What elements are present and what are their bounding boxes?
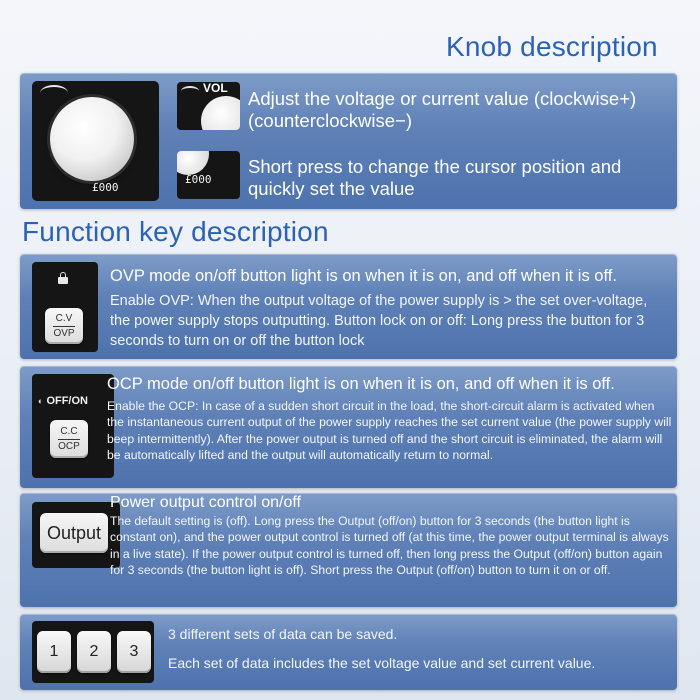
- output-description: The default setting is (off). Long press the Output (off/on) button for 3 seconds (the button light is constant on), and the power output control is turned off (at this time, the power output terminal is always in a live state). If the power output control is turned off, then long press the Output (off/on) button again for 3 seconds (the button light is off). Short press the Output (off/on) button to turn it on or off.: [110, 514, 669, 578]
- memory-description-1: 3 different sets of data can be saved.: [168, 626, 398, 642]
- knob-dial-icon: [50, 97, 134, 181]
- lock-icon: [58, 272, 68, 282]
- output-key-photo: [32, 502, 120, 568]
- ovp-key-photo: [32, 262, 98, 352]
- output-heading: Power output control on/off: [110, 494, 301, 511]
- knob-press-photo: [177, 151, 240, 199]
- knob-photo: [32, 81, 159, 201]
- ovp-button-top-label: C.V: [55, 313, 73, 324]
- output-panel: [20, 493, 677, 607]
- output-button[interactable]: Output: [40, 513, 108, 553]
- ovp-button[interactable]: [45, 308, 83, 344]
- memory-button-1[interactable]: 1: [37, 631, 71, 673]
- ocp-button-bottom-label: OCP: [58, 441, 80, 452]
- memory-panel: [20, 614, 677, 690]
- memory-keys-photo: [32, 621, 154, 683]
- ovp-panel: [20, 254, 677, 359]
- vol-label: VOL: [203, 82, 228, 95]
- ocp-heading: OCP mode on/off button light is on when it is on, and off when it is off.: [107, 375, 615, 393]
- knob-rotate-description: Adjust the voltage or current value (clockwise+) (counterclockwise−): [248, 88, 637, 131]
- knob-section-title: Knob description: [446, 31, 658, 62]
- memory-button-3[interactable]: 3: [117, 631, 151, 673]
- ovp-button-bottom-label: OVP: [53, 328, 75, 339]
- knob-lcd-readout: £000: [185, 173, 212, 186]
- function-section-title: Function key description: [22, 216, 329, 247]
- off-on-label: ◐ OFF/ON: [38, 395, 88, 407]
- knob-rotate-photo: [177, 82, 240, 130]
- knob-dial-icon: [201, 96, 240, 130]
- ocp-description: Enable the OCP: In case of a sudden short circuit in the load, the short-circuit alarm is activated when the instantaneous current output of the power supply reaches the set current value (the power supply will beep intermittently). After the power output is turned off and the short circuit is eliminated, the alarm will be automatically lifted and the output will automatically return to normal.: [107, 399, 672, 463]
- ovp-description: Enable OVP: When the output voltage of the power supply is > the set over-voltage, the power supply stops outputting. Button lock on or off: Long press the button for 3 seconds to turn on or off the button lock: [110, 293, 648, 349]
- ocp-button[interactable]: [50, 420, 88, 458]
- cycle-icon: ◐: [38, 396, 44, 406]
- memory-description-2: Each set of data includes the set voltage value and set current value.: [168, 655, 596, 671]
- ovp-heading: OVP mode on/off button light is on when it is on, and off when it is off.: [110, 267, 617, 285]
- ocp-button-top-label: C.C: [60, 426, 78, 437]
- rotation-arrow-icon: [181, 86, 199, 96]
- knob-dial-icon: [177, 151, 209, 175]
- ocp-key-photo: [32, 374, 114, 478]
- rotation-arrow-icon: [40, 85, 68, 101]
- memory-button-2[interactable]: 2: [77, 631, 111, 673]
- knob-panel: [20, 73, 677, 209]
- knob-press-description: Short press to change the cursor position and quickly set the value: [248, 156, 622, 199]
- ocp-panel: [20, 366, 677, 488]
- knob-lcd-readout: £000: [92, 181, 119, 194]
